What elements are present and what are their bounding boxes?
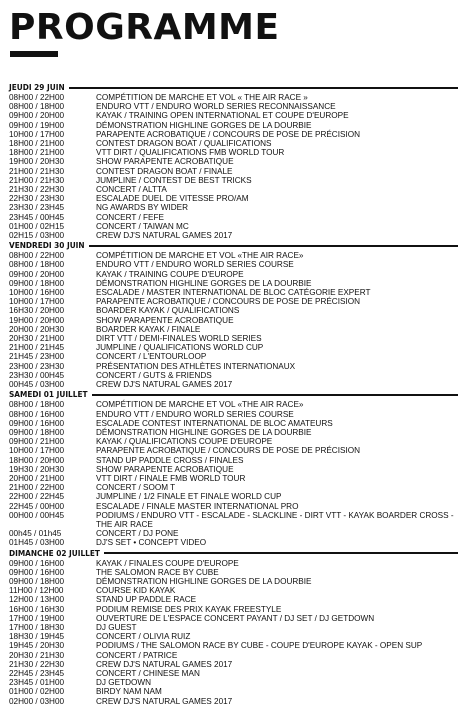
schedule-row — [9, 121, 458, 130]
event-activity: DJ'S SET • CONCEPT VIDEO — [96, 538, 207, 548]
event-activity: STAND UP PADDLE RACE — [96, 595, 197, 605]
event-time: 09H00 / 20H00 — [9, 269, 65, 279]
schedule-row — [9, 139, 458, 148]
schedule-row — [9, 632, 458, 641]
event-time: 01H45 / 03H00 — [9, 538, 65, 548]
event-activity: CONCERT / SOOM T — [96, 483, 176, 493]
schedule-row — [9, 641, 458, 650]
title-underline — [10, 51, 58, 57]
schedule-row — [9, 306, 458, 315]
day-name: SAMEDI 01 JUILLET — [9, 389, 88, 400]
event-time: 09H00 / 16H00 — [9, 558, 65, 568]
event-time: 23H00 / 23H30 — [9, 361, 65, 371]
event-activity: CONCERT / DJ PONE — [96, 529, 179, 539]
event-activity: JUMPLINE / 1/2 FINALE ET FINALE WORLD CUP — [96, 492, 282, 502]
event-activity: PARAPENTE ACROBATIQUE / CONCOURS DE POSE DE PRÉCISION — [96, 297, 361, 307]
day-header — [9, 389, 458, 400]
event-activity: DÉMONSTRATION HIGHLINE GORGES DE LA DOURBIE — [96, 576, 312, 586]
event-time: 10H00 / 17H00 — [9, 446, 65, 456]
event-time: 22H45 / 00H00 — [9, 501, 65, 511]
event-time: 02H15 / 03H00 — [9, 231, 65, 241]
event-time: 09H00 / 21H00 — [9, 437, 65, 447]
schedule-row — [9, 203, 458, 212]
schedule-row — [9, 251, 458, 260]
schedule-row — [9, 380, 458, 389]
event-activity: CONTEST DRAGON BOAT / FINALE — [96, 166, 233, 176]
event-time: 21H00 / 21H30 — [9, 175, 65, 185]
schedule-row — [9, 446, 458, 455]
day-section — [9, 548, 458, 706]
event-activity: PODIUM REMISE DES PRIX KAYAK FREESTYLE — [96, 604, 282, 614]
event-activity: CREW DJ'S NATURAL GAMES 2017 — [96, 231, 233, 241]
event-activity: ESCALADE / MASTER INTERNATIONAL DE BLOC CATÉGORIE EXPERT — [96, 288, 371, 298]
event-activity: THE SALOMON RACE BY CUBE — [96, 567, 219, 577]
event-time: 21H00 / 21H45 — [9, 343, 65, 353]
event-activity: CONCERT / L'ENTOURLOOP — [96, 352, 207, 362]
schedule-row — [9, 456, 458, 465]
event-activity: NG AWARDS BY WIDER — [96, 203, 189, 213]
event-activity: OUVERTURE DE L'ESPACE CONCERT PAYANT / DJ SET / DJ GETDOWN — [96, 613, 375, 623]
schedule-row — [9, 352, 458, 361]
event-activity: COURSE KID KAYAK — [96, 586, 176, 596]
event-time: 16H30 / 20H00 — [9, 306, 65, 316]
day-divider — [69, 87, 458, 89]
schedule-row — [9, 194, 458, 203]
event-time: 10H00 / 17H00 — [9, 129, 65, 139]
day-name: JEUDI 29 JUIN — [9, 82, 65, 92]
schedule-row — [9, 93, 458, 102]
event-activity: KAYAK / QUALIFICATIONS COUPE D'EUROPE — [96, 437, 273, 447]
schedule-row — [9, 559, 458, 568]
day-divider — [104, 552, 458, 554]
event-activity: PODIUMS / THE SALOMON RACE BY CUBE - COUPE D'EUROPE KAYAK - OPEN SUP — [96, 641, 423, 651]
event-time: 02H00 / 03H00 — [9, 696, 65, 706]
event-activity: CONCERT / TAIWAN MC — [96, 221, 189, 231]
day-header — [9, 240, 458, 251]
event-activity: DIRT VTT / DEMI-FINALES WORLD SERIES — [96, 334, 262, 344]
event-time: 08H00 / 22H00 — [9, 93, 65, 102]
event-activity: ESCALADE DUEL DE VITESSE PRO/AM — [96, 194, 249, 204]
event-activity: CONCERT / OLIVIA RUIZ — [96, 632, 191, 642]
event-activity: CONCERT / CHINESE MAN — [96, 668, 200, 678]
schedule-row — [9, 502, 458, 511]
day-name: VENDREDI 30 JUIN — [9, 240, 85, 251]
event-time: 19H45 / 20H30 — [9, 641, 65, 651]
event-activity: VTT DIRT / FINALE FMB WORLD TOUR — [96, 473, 246, 483]
event-time: 22H45 / 23H45 — [9, 668, 65, 678]
event-activity: DJ GUEST — [96, 622, 137, 632]
day-name: DIMANCHE 02 JUILLET — [9, 547, 100, 558]
schedule-row — [9, 371, 458, 380]
event-activity: KAYAK / TRAINING COUPE D'EUROPE — [96, 269, 244, 279]
event-time: 17H00 / 18H30 — [9, 622, 65, 632]
schedule-row — [9, 437, 458, 446]
event-time: 23H30 / 23H45 — [9, 203, 65, 213]
event-activity: STAND UP PADDLE CROSS / FINALES — [96, 455, 244, 465]
schedule-row — [9, 279, 458, 288]
event-activity: ESCALADE CONTEST INTERNATIONAL DE BLOC AMATEURS — [96, 418, 333, 428]
day-section — [9, 389, 458, 547]
schedule — [9, 82, 458, 706]
event-time: 18H00 / 21H00 — [9, 148, 65, 158]
schedule-row — [9, 623, 458, 632]
event-time: 23H45 / 01H00 — [9, 678, 65, 688]
schedule-row — [9, 130, 458, 139]
event-time: 20H00 / 21H00 — [9, 473, 65, 483]
schedule-row — [9, 660, 458, 669]
event-activity: PARAPENTE ACROBATIQUE / CONCOURS DE POSE DE PRÉCISION — [96, 129, 361, 139]
event-time: 21H45 / 23H00 — [9, 352, 65, 362]
schedule-row — [9, 428, 458, 437]
schedule-row — [9, 185, 458, 194]
event-activity: BIRDY NAM NAM — [96, 687, 162, 697]
schedule-row — [9, 222, 458, 231]
day-divider — [89, 245, 458, 247]
event-time: 22H30 / 23H30 — [9, 194, 65, 204]
event-activity: CONCERT / PATRICE — [96, 650, 178, 660]
schedule-row — [9, 111, 458, 120]
event-time: 08H00 / 22H00 — [9, 251, 65, 261]
event-time: 10H00 / 16H00 — [9, 288, 65, 298]
event-time: 09H00 / 19H00 — [9, 120, 65, 130]
event-activity: PRÉSENTATION DES ATHLÈTES INTERNATIONAUX — [96, 361, 296, 371]
event-time: 21H00 / 21H30 — [9, 166, 65, 176]
event-time: 16H00 / 16H30 — [9, 604, 65, 614]
schedule-row — [9, 213, 458, 222]
schedule-row — [9, 410, 458, 419]
event-time: 21H00 / 22H00 — [9, 483, 65, 493]
event-time: 20H00 / 20H30 — [9, 324, 65, 334]
schedule-row — [9, 529, 458, 538]
schedule-row — [9, 595, 458, 604]
event-activity: DJ GETDOWN — [96, 678, 152, 688]
schedule-row — [9, 483, 458, 492]
schedule-row — [9, 474, 458, 483]
event-time: 10H00 / 17H00 — [9, 297, 65, 307]
schedule-row — [9, 605, 458, 614]
event-activity: ENDURO VTT / ENDURO WORLD SERIES COURSE — [96, 260, 294, 270]
event-time: 19H30 / 20H30 — [9, 464, 65, 474]
event-time: 08H00 / 16H00 — [9, 409, 65, 419]
event-activity: JUMPLINE / QUALIFICATIONS WORLD CUP — [96, 343, 264, 353]
schedule-row — [9, 148, 458, 157]
event-time: 18H30 / 19H45 — [9, 632, 65, 642]
schedule-row — [9, 400, 458, 409]
event-activity: DÉMONSTRATION HIGHLINE GORGES DE LA DOURBIE — [96, 120, 312, 130]
schedule-row — [9, 577, 458, 586]
schedule-row — [9, 678, 458, 687]
event-activity: JUMPLINE / CONTEST DE BEST TRICKS — [96, 175, 252, 185]
event-time: 09H00 / 18H00 — [9, 278, 65, 288]
event-time: 23H45 / 00H45 — [9, 212, 65, 222]
event-time: 18H00 / 20H00 — [9, 455, 65, 465]
schedule-row — [9, 568, 458, 577]
event-time: 01H00 / 02H15 — [9, 221, 65, 231]
event-time: 09H00 / 20H00 — [9, 111, 65, 121]
event-time: 09H00 / 18H00 — [9, 576, 65, 586]
schedule-row — [9, 492, 458, 501]
page-title: PROGRAMME — [9, 7, 280, 48]
event-time: 08H00 / 18H00 — [9, 102, 65, 112]
event-activity: ENDURO VTT / ENDURO WORLD SERIES RECONNAISSANCE — [96, 102, 336, 112]
event-activity: BOARDER KAYAK / FINALE — [96, 324, 201, 334]
event-time: 08H00 / 18H00 — [9, 400, 65, 410]
event-time: 17H00 / 19H00 — [9, 613, 65, 623]
schedule-row — [9, 157, 458, 166]
schedule-row — [9, 167, 458, 176]
event-time: 22H00 / 22H45 — [9, 492, 65, 502]
event-time: 23H30 / 00H45 — [9, 370, 65, 380]
day-section — [9, 82, 458, 240]
event-activity: CREW DJ'S NATURAL GAMES 2017 — [96, 696, 233, 706]
event-activity: CONTEST DRAGON BOAT / QUALIFICATIONS — [96, 139, 272, 149]
event-activity: KAYAK / FINALES COUPE D'EUROPE — [96, 558, 239, 568]
event-activity: ESCALADE / FINALE MASTER INTERNATIONAL PRO — [96, 501, 299, 511]
event-time: 09H00 / 16H00 — [9, 567, 65, 577]
schedule-row — [9, 102, 458, 111]
event-time: 11H00 / 12H00 — [9, 586, 64, 596]
schedule-row — [9, 362, 458, 371]
event-time: 19H00 / 20H00 — [9, 315, 65, 325]
schedule-row — [9, 538, 458, 547]
schedule-row — [9, 511, 458, 529]
event-activity: CONCERT / GUTS & FRIENDS — [96, 370, 212, 380]
event-activity: CREW DJ'S NATURAL GAMES 2017 — [96, 659, 233, 669]
schedule-row — [9, 270, 458, 279]
event-time: 18H00 / 21H00 — [9, 139, 65, 149]
event-time: 19H00 / 20H30 — [9, 157, 65, 167]
event-activity: CONCERT / FEFE — [96, 212, 164, 222]
event-activity: BOARDER KAYAK / QUALIFICATIONS — [96, 306, 240, 316]
schedule-row — [9, 288, 458, 297]
schedule-row — [9, 687, 458, 696]
event-activity: PODIUMS / ENDURO VTT - ESCALADE - SLACKLINE - DIRT VTT - KAYAK BOARDER CROSS - THE AIR RACE — [96, 510, 454, 529]
event-time: 00H45 / 03H00 — [9, 380, 65, 390]
day-header — [9, 548, 458, 559]
schedule-row — [9, 176, 458, 185]
event-time: 09H00 / 16H00 — [9, 418, 65, 428]
day-header — [9, 82, 458, 93]
schedule-row — [9, 586, 458, 595]
event-activity: CREW DJ'S NATURAL GAMES 2017 — [96, 380, 233, 390]
event-activity: SHOW PARAPENTE ACROBATIQUE — [96, 157, 234, 167]
event-time: 00H00 / 00H45 — [9, 510, 65, 520]
event-activity: COMPÉTITION DE MARCHE ET VOL «THE AIR RACE» — [96, 400, 304, 410]
schedule-row — [9, 419, 458, 428]
event-activity: DÉMONSTRATION HIGHLINE GORGES DE LA DOURBIE — [96, 278, 312, 288]
event-time: 20H30 / 21H00 — [9, 334, 65, 344]
event-time: 00h45 / 01h45 — [9, 529, 62, 539]
event-activity: VTT DIRT / QUALIFICATIONS FMB WORLD TOUR — [96, 148, 285, 158]
event-activity: KAYAK / TRAINING OPEN INTERNATIONAL ET COUPE D'EUROPE — [96, 111, 349, 121]
event-activity: PARAPENTE ACROBATIQUE / CONCOURS DE POSE DE PRÉCISION — [96, 446, 361, 456]
schedule-row — [9, 297, 458, 306]
schedule-row — [9, 669, 458, 678]
schedule-row — [9, 465, 458, 474]
schedule-row — [9, 697, 458, 706]
event-time: 09H00 / 18H00 — [9, 427, 65, 437]
event-activity: SHOW PARAPENTE ACROBATIQUE — [96, 464, 234, 474]
event-time: 01H00 / 02H00 — [9, 687, 65, 697]
event-time: 12H00 / 13H00 — [9, 595, 65, 605]
event-activity: DÉMONSTRATION HIGHLINE GORGES DE LA DOURBIE — [96, 427, 312, 437]
day-section — [9, 240, 458, 389]
event-activity: SHOW PARAPENTE ACROBATIQUE — [96, 315, 234, 325]
schedule-row — [9, 334, 458, 343]
event-time: 20H30 / 21H30 — [9, 650, 65, 660]
event-activity: COMPÉTITION DE MARCHE ET VOL «THE AIR RACE» — [96, 251, 304, 261]
event-activity: COMPÉTITION DE MARCHE ET VOL « THE AIR RACE » — [96, 93, 308, 102]
schedule-row — [9, 231, 458, 240]
event-activity: CONCERT / ALTTA — [96, 185, 167, 195]
schedule-row — [9, 651, 458, 660]
schedule-row — [9, 260, 458, 269]
event-activity: ENDURO VTT / ENDURO WORLD SERIES COURSE — [96, 409, 294, 419]
schedule-row — [9, 343, 458, 352]
day-divider — [92, 394, 458, 396]
schedule-row — [9, 325, 458, 334]
schedule-row — [9, 316, 458, 325]
schedule-row — [9, 614, 458, 623]
event-time: 21H30 / 22H30 — [9, 659, 65, 669]
event-time: 21H30 / 22H30 — [9, 185, 65, 195]
event-time: 08H00 / 18H00 — [9, 260, 65, 270]
